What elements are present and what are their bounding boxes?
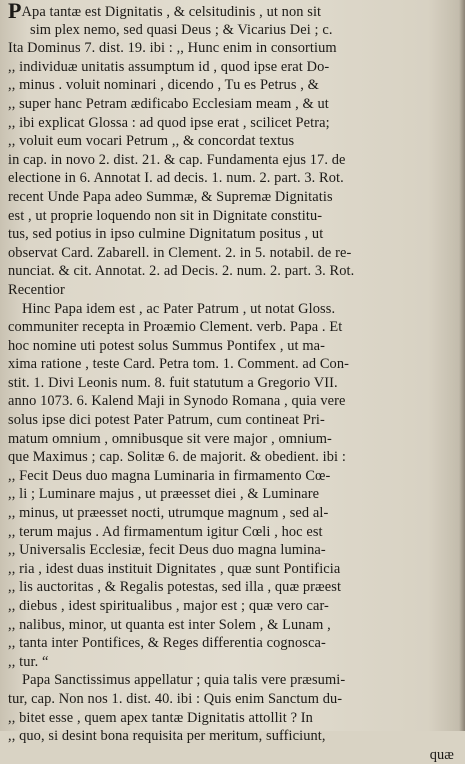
text-line-31: ,, ria , idest duas instituit Dignitates , quæ sunt Pontificia	[8, 560, 341, 577]
text-line-14: observat Card. Zabarell. in Clement. 2. in 5. notabil. de re-	[8, 244, 352, 261]
text-line-13: tus, sed potius in ipso culmine Dignitatum positus , ut	[8, 226, 324, 243]
text-line-3: Ita Dominus 7. dist. 19. ibi : ,, Hunc enim in consortium	[8, 40, 337, 57]
text-line-19: hoc nomine uti potest solus Summus Pontifex , ut ma-	[8, 337, 325, 354]
text-line-2: sim plex nemo, sed quasi Deus ; & Vicarius Dei ; c.	[30, 21, 333, 38]
text-line-7: ,, ibi explicat Glossa : ad quod ipse erat , scilicet Petra;	[8, 114, 330, 131]
text-line-9: in cap. in novo 2. dist. 21. & cap. Fundamenta ejus 17. de	[8, 151, 346, 168]
text-line-35: ,, tanta inter Pontifices, & Reges differentia cognosca-	[8, 635, 326, 652]
text-line-18: communiter recepta in Proæmio Clement. verb. Papa . Et	[8, 319, 343, 336]
text-line-37: Papa Sanctissimus appellatur ; quia talis vere præsumi-	[22, 672, 346, 689]
text-line-8: ,, voluit eum vocari Petrum ,, & concordat textus	[8, 133, 295, 150]
text-line-39: ,, bitet esse , quem apex tantæ Dignitatis attollit ? In	[8, 709, 313, 726]
text-line-28: ,, minus, ut præesset nocti, utrumque magnum , sed al-	[8, 505, 329, 522]
text-line-12: est , ut proprie loquendo non sit in Dignitate constitu-	[8, 207, 323, 224]
drop-capital: P	[8, 0, 22, 23]
text-line-36: ,, tur. “	[8, 653, 49, 670]
text-line-34: ,, nalibus, minor, ut quanta est inter Solem , & Lunam ,	[8, 616, 331, 633]
text-line-17: Hinc Papa idem est , ac Pater Patrum , ut notat Gloss.	[22, 300, 336, 317]
page-text	[8, 2, 460, 764]
text-line-38: tur, cap. Non nos 1. dist. 40. ibi : Quis enim Sanctum du-	[8, 690, 343, 707]
text-line-6: ,, super hanc Petram ædificabo Ecclesiam meam , & ut	[8, 95, 329, 112]
text-line-30: ,, Universalis Ecclesiæ, fecit Deus duo magna lumina-	[8, 542, 326, 559]
text-line-5: ,, minus . voluit nominari , dicendo , Tu es Petrus , &	[8, 77, 319, 94]
text-line-22: anno 1073. 6. Kalend Maji in Synodo Romana , quia vere	[8, 393, 346, 410]
page-gutter-shadow	[459, 0, 465, 731]
text-line-1	[8, 2, 460, 21]
text-line-27: ,, li ; Luminare majus , ut præesset diei , & Luminare	[8, 486, 320, 503]
text-line-33: ,, diebus , idest spiritualibus , major est ; quæ vero car-	[8, 598, 329, 614]
text-line-15: nunciat. & cit. Annotat. 2. ad Decis. 2. num. 2. part. 3. Rot.	[8, 263, 355, 280]
catchword: quæ	[429, 746, 454, 763]
text-line-16: Recentior	[8, 281, 65, 298]
text-line-29: ,, terum majus . Ad firmamentum igitur Cœli , hoc est	[8, 523, 323, 540]
text-line-24: matum omnium , omnibusque sit vere major , omnium-	[8, 430, 332, 447]
line-text: Apa tantæ est Dignitatis , & celsitudinis , ut non sit	[21, 4, 322, 20]
text-line-23: solus ipse dici potest Pater Patrum, cum contineat Pri-	[8, 412, 325, 429]
text-line-20: xima ratione , teste Card. Petra tom. 1. Comment. ad Con-	[8, 356, 350, 373]
text-line-11: recent Unde Papa adeo Summæ, & Supremæ Dignitatis	[8, 188, 333, 205]
text-line-40: ,, quo, si desint bona requisita per meritum, sufficiunt,	[8, 728, 326, 745]
text-line-10: electione in 6. Annotat I. ad decis. 1. num. 2. part. 3. Rot.	[8, 170, 344, 187]
text-line-25: que Maximus ; cap. Solitæ 6. de majorit. & obedient. ibi :	[8, 449, 346, 466]
text-line-21: stit. 1. Divi Leonis num. 8. fuit statutum a Gregorio VII.	[8, 374, 338, 391]
text-line-4: ,, individuæ unitatis assumptum id , quod ipse erat Do-	[8, 58, 330, 75]
text-line-32: ,, lis auctoritas , & Regalis potestas, sed illa , quæ præest	[8, 579, 342, 596]
text-line-26: ,, Fecit Deus duo magna Luminaria in firmamento Cœ-	[8, 467, 331, 484]
